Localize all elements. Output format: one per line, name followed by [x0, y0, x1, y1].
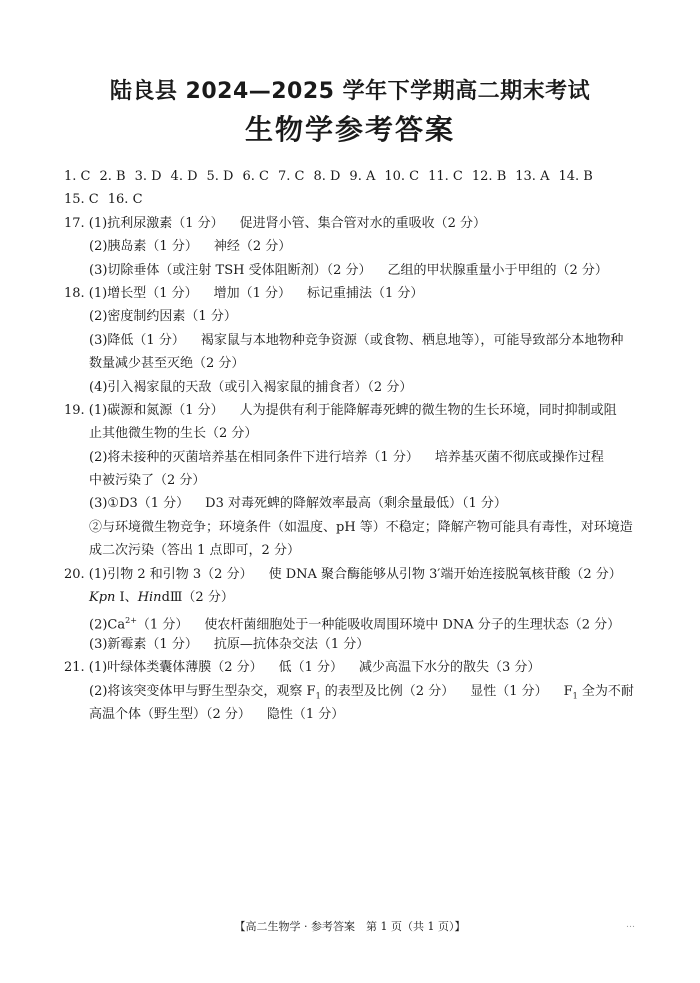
answer-text: (2)将未接种的灭菌培养基在相同条件下进行培养（1 分）: [89, 449, 419, 465]
q20-line: [64, 609, 642, 632]
q17-line: [64, 259, 642, 282]
q19-line: [64, 492, 642, 515]
q19-line: [64, 539, 642, 562]
mc-answer: 1. C: [64, 169, 91, 184]
answer-text: Ⅰ、: [115, 590, 138, 606]
mc-answer: 15. C: [64, 192, 99, 208]
q19-line: [64, 469, 642, 492]
answer-text: 褐家鼠与本地物种竞争资源（或食物、栖息地等），可能导致部分本地物种: [200, 332, 624, 348]
answer-text: 使农杆菌细胞处于一种能吸收周围环境中 DNA 分子的生理状态（2 分）: [204, 617, 621, 633]
q19-line: [64, 399, 642, 422]
answer-text: （1 分）: [136, 617, 189, 633]
q20-line: [64, 633, 642, 656]
q19-line: [64, 422, 642, 445]
q18-line: [64, 376, 642, 399]
enzyme-name: Kpn: [89, 590, 116, 606]
q17-line: [64, 212, 642, 235]
mc-answer: 5. D: [206, 169, 234, 184]
answer-text: (2)Ca: [89, 617, 126, 633]
q19-line: [64, 446, 642, 469]
answer-text: (3)切除垂体（或注射 TSH 受体阻断剂）（2 分）: [89, 262, 372, 278]
subscript: 1: [315, 691, 321, 701]
q17-line: [64, 235, 642, 258]
answer-text: 17. (1)抗利尿激素（1 分）: [64, 215, 224, 231]
mc-answer: 3. D: [134, 169, 162, 184]
answer-text: 显性（1 分）: [470, 683, 548, 699]
answer-text: 使 DNA 聚合酶能够从引物 3′端开始连接脱氧核苷酸（2 分）: [268, 566, 622, 582]
q21-line: [64, 656, 642, 679]
answer-text: 标记重捕法（1 分）: [307, 285, 424, 301]
multiple-choice-row-2: [64, 188, 642, 211]
answer-text: 促进肾小管、集合管对水的重吸收（2 分）: [239, 215, 487, 231]
exam-title: 陆良县 2024—2025 学年下学期高二期末考试: [109, 79, 591, 104]
q20-line: [64, 563, 642, 586]
corner-mark: …: [626, 920, 635, 930]
q18-line: [64, 329, 642, 352]
answer-text: 减少高温下水分的散失（3 分）: [359, 660, 541, 676]
answer-text: 全为不耐: [577, 683, 634, 699]
mc-answer: 8. D: [313, 169, 341, 184]
mc-answer: 7. C: [277, 169, 305, 184]
answer-text: 抗原—抗体杂交法（1 分）: [213, 636, 370, 652]
q19-line: [64, 516, 642, 539]
answer-text: 人为提供有利于能降解毒死蜱的微生物的生长环境，同时抑制或阻: [239, 402, 617, 418]
mc-answer: 10. C: [384, 169, 420, 184]
answer-text: (4)引入褐家鼠的天敌（或引入褐家鼠的捕食者）（2 分）: [89, 379, 413, 395]
answer-text: 低（1 分）: [278, 660, 344, 676]
answer-text: 的表型及比例（2 分）: [320, 683, 455, 699]
answer-text: 数量减少甚至灭绝（2 分）: [89, 356, 245, 372]
q18-line: [64, 352, 642, 375]
answer-text: (2)将该突变体甲与野生型杂交，观察 F: [89, 683, 316, 699]
answer-text: D3 对毒死蜱的降解效率最高（剩余量最低）（1 分）: [205, 496, 507, 512]
answer-text: (3)降低（1 分）: [89, 332, 185, 348]
answer-text: 21. (1)叶绿体类囊体薄膜（2 分）: [64, 660, 263, 676]
answer-text: 增加（1 分）: [213, 285, 292, 301]
q20-line: [64, 586, 642, 609]
answer-text: (3)①D3（1 分）: [89, 496, 190, 512]
answer-text: 高温个体（野生型）（2 分）: [89, 706, 251, 722]
answer-text: 止其他微生物的生长（2 分）: [89, 426, 258, 442]
answer-text: 18. (1)增长型（1 分）: [64, 285, 198, 301]
answer-text: dⅢ（2 分）: [161, 590, 234, 606]
answer-text: (3)新霉素（1 分）: [89, 636, 198, 652]
q21-line: [64, 703, 642, 726]
answer-text: 培养基灭菌不彻底或操作过程: [434, 449, 604, 465]
multiple-choice-row-1: [64, 165, 642, 188]
answer-text: F: [563, 683, 573, 699]
enzyme-name: Hin: [137, 590, 162, 606]
mc-answer: 2. B: [99, 169, 126, 184]
answer-text: 19. (1)碳源和氮源（1 分）: [64, 402, 224, 418]
mc-answer: 9. A: [349, 169, 376, 184]
answer-text: 神经（2 分）: [213, 239, 292, 255]
q18-line: [64, 305, 642, 328]
answer-text: (2)胰岛素（1 分）: [89, 239, 198, 255]
mc-answer: 16. C: [107, 192, 143, 208]
mc-answer: 4. D: [170, 169, 198, 184]
mc-answer: 13. A: [515, 169, 550, 184]
answer-text: 中被污染了（2 分）: [89, 473, 206, 489]
answer-text: 隐性（1 分）: [266, 706, 345, 722]
answer-text: 乙组的甲状腺重量小于甲组的（2 分）: [387, 262, 608, 278]
mc-answer: 14. B: [558, 169, 593, 184]
answer-text: (2)密度制约因素（1 分）: [89, 309, 237, 325]
superscript: 2+: [125, 616, 137, 626]
mc-answer: 12. B: [471, 169, 507, 184]
q18-line: [64, 282, 642, 305]
answer-text: ②与环境微生物竞争；环境条件（如温度、pH 等）不稳定；降解产物可能具有毒性，对环境造: [89, 519, 633, 535]
mc-answer: 6. C: [242, 169, 269, 184]
q21-line: [64, 680, 642, 703]
page-title: 生物学参考答案: [244, 113, 455, 146]
mc-answer: 11. C: [428, 169, 463, 184]
subscript: 1: [572, 691, 578, 701]
answer-body: [64, 165, 642, 726]
answer-text: 成二次污染（答出 1 点即可，2 分）: [89, 543, 300, 559]
answer-text: 20. (1)引物 2 和引物 3（2 分）: [64, 566, 253, 582]
page-footer: 【高二生物学 · 参考答案 第 1 页（共 1 页）】: [234, 920, 466, 933]
